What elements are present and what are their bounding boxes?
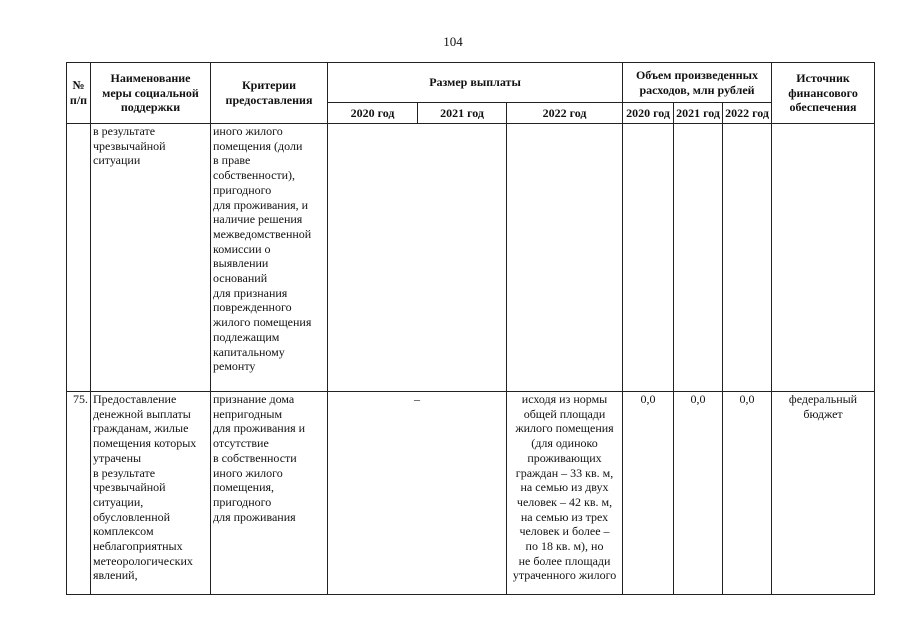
header-num: № п/п: [67, 63, 91, 124]
header-payment-year-2020: 2020 год: [328, 103, 418, 124]
header-row-1: [67, 63, 875, 103]
header-payment-year-2022: 2022 год: [507, 103, 623, 124]
row-criteria: иного жилого помещения (доли в праве собственности), пригодного для проживания, и наличие решения межведомственной комиссии о выявлении оснований для признания поврежденного жилого помещения подлежащим капитальному ремонту: [211, 124, 328, 392]
row-expense-2021: 0,0: [674, 392, 723, 595]
table-row: [67, 124, 875, 392]
header-expense-volume: Объем произведенных расходов, млн рублей: [623, 63, 772, 103]
row-measure-name: в результате чрезвычайной ситуации: [91, 124, 211, 392]
row-num: [67, 124, 91, 392]
page-number: 104: [443, 34, 463, 49]
row-num: 75.: [67, 392, 91, 595]
row-payment-2020-2021: –: [328, 392, 507, 595]
header-criteria: Критерии предоставления: [211, 63, 328, 124]
row-funding-source: [772, 124, 875, 392]
header-payment-year-2021: 2021 год: [418, 103, 507, 124]
row-expense-2022: [723, 124, 772, 392]
row-expense-2022: 0,0: [723, 392, 772, 595]
row-measure-name: Предоставление денежной выплаты гражданам, жилые помещения которых утрачены в результате чрезвычайной ситуации, обусловленной комплексом неблагоприятных метеорологических явлений,: [91, 392, 211, 595]
header-measure-name: Наименование меры социальной поддержки: [91, 63, 211, 124]
row-expense-2020: [623, 124, 674, 392]
row-criteria: признание дома непригодным для проживания и отсутствие в собственности иного жилого помещения, пригодного для проживания: [211, 392, 328, 595]
row-expense-2020: 0,0: [623, 392, 674, 595]
header-expense-year-2021: 2021 год: [674, 103, 723, 124]
header-funding-source: Источник финансового обеспечения: [772, 63, 875, 124]
row-payment-2020-2021: [328, 124, 507, 392]
row-payment-2022: [507, 124, 623, 392]
row-payment-2022: исходя из нормы общей площади жилого помещения (для одиноко проживающих граждан – 33 кв. м, на семью из двух человек – 42 кв. м, на семью из трех человек и более – по 18 кв. м), но не более площади утраченного жилого: [507, 392, 623, 595]
header-expense-year-2020: 2020 год: [623, 103, 674, 124]
header-expense-year-2022: 2022 год: [723, 103, 772, 124]
table-row: [67, 392, 875, 595]
social-support-table: [66, 62, 875, 595]
row-expense-2021: [674, 124, 723, 392]
header-payment-size: Размер выплаты: [328, 63, 623, 103]
row-funding-source: федеральный бюджет: [772, 392, 875, 595]
